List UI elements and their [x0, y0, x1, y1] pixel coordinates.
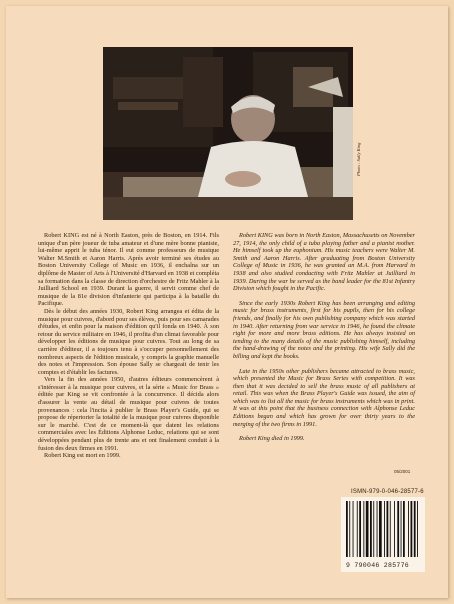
photo-image — [103, 47, 353, 220]
photo-credit: Photo : Sally King — [356, 142, 361, 176]
barcode-bar — [390, 501, 391, 557]
english-paragraph: Since the early 1930s Robert King has been arranging and editing music for brass instruments, first for his pupils, then for his college friends, and finally for his own publishing company which was started in 1940. After returning from war service in 1946, he found the climate right for more and more brass editions. He has always insisted on tending to the many details of the music publishing himself, including the hand-drawing of the notes and the printing. His wife Sally did the billing and kept the books. — [233, 299, 415, 360]
french-paragraph: Dès le début des années 1930, Robert King arrangea et édita de la musique pour cuivres, d'abord pour ses élèves, puis pour ses camarades d'études, et enfin pour la maison d'édition qu'il fonda en 1940. À son retour du service militaire en 1946, il profita d'un climat favorable pour développer les éditions de musique pour cuivres. Tout au long de sa carrière d'éditeur, il a toujours tenu à s'occuper personnellement des nombreux aspects de l'édition musicale, y compris la graphie manuelle des notes et l'impression. Son épouse Sally se chargeait de tenir les comptes et d'établir les factures. — [38, 307, 219, 376]
french-paragraph: Robert KING est né à North Easton, près de Boston, en 1914. Fils unique d'un père joueur de tuba amateur et d'une mère bonne pianiste, lui-même apprit le tuba ténor. Il eut comme professeurs de musique Walter M.Smith et Aaron Harris. Après avoir terminé ses études au Boston University College of Music en 1936, il enchaîna sur un diplôme de Master of Arts à l'Université d'Harvard en 1938 et compléta sa formation dans la classe de direction d'orchestre de Fritz Mahler à la Juilliard School en 1939. Durant la guerre, il servit comme chef de musique de la 81e division d'infanterie qui participa à la bataille du Pacifique. — [38, 232, 219, 308]
barcode-bar — [349, 501, 350, 557]
barcode — [341, 497, 425, 572]
ismn-number: ISMN-979-0-046-28577-6 — [351, 489, 424, 495]
barcode-bar — [379, 501, 382, 557]
barcode-bars — [341, 497, 425, 559]
barcode-bar — [411, 501, 413, 557]
english-column — [233, 232, 415, 443]
barcode-bar — [403, 501, 405, 557]
print-code: 05/2001 — [394, 469, 411, 474]
barcode-bar — [363, 501, 364, 557]
barcode-bar — [401, 501, 402, 557]
barcode-bar — [408, 501, 409, 557]
barcode-bar — [373, 501, 374, 557]
english-paragraph: Robert KING was born in North Easton, Massachusetts on November 27, 1914, the only child of a tuba playing father and a pianist mother. He himself took up the euphonium. His music teachers were Walter M. Smith and Aaron Harris. After graduating from Boston University College of Music in 1936, he was granted an M.A. from Harvard in 1938 and also studied conducting with Fritz Mahler at Juilliard in 1939. During the war he served as the band leader for the 81st Infantry Division which fought in the Pacific. — [233, 232, 415, 293]
barcode-bar — [357, 501, 358, 557]
barcode-bar — [377, 501, 378, 557]
barcode-bar — [387, 501, 389, 557]
barcode-bar — [417, 501, 418, 557]
french-column — [38, 232, 219, 460]
barcode-bar — [370, 501, 372, 557]
barcode-bar — [346, 501, 348, 557]
barcode-bar — [359, 501, 361, 557]
barcode-bar — [353, 501, 354, 557]
english-paragraph: Robert King died in 1999. — [239, 435, 305, 443]
barcode-bar — [384, 501, 385, 557]
barcode-bar — [366, 501, 369, 557]
french-paragraph: Robert King est mort en 1999. — [44, 452, 121, 460]
french-paragraph: Vers la fin des années 1950, d'autres éditeurs commencèrent à s'intéresser à la musique pour cuivres, et la série « Music for Brass » éditée par King se vit confrontée à la concurrence. Il décida alors d'assurer la vente au détail de musique pour cuivres de toutes provenances : cela l'incita à publier le Brass Player's Guide, qui se propose de répertorier la totalité de la musique pour cuivres disponible sur le marché. C'est de ce moment-là que datent les relations commerciales avec les Éditions Alphonse Leduc, relations qui se sont développées pendant plus de trente ans et ont finalement conduit à la fusion des deux firmes en 1991. — [38, 376, 219, 452]
barcode-digits: 9 790046 285776 — [346, 562, 410, 569]
english-paragraph: Late in the 1950s other publishers became attracted to brass music, which presented the Music for Brass Series with competition. It was then that it was decided to sell the brass music of all publishers at retail. This was when the Brass Player's Guide was issued, the aim of which was to list all the music for brass instruments which was in print. It was at this point that the business connection with Alphonse Leduc Editions began and which has grown for over thirty years to the merging of the two firms in 1991. — [233, 367, 415, 428]
barcode-bar — [397, 501, 399, 557]
barcode-bar — [414, 501, 416, 557]
barcode-bar — [394, 501, 395, 557]
portrait-photo — [103, 47, 353, 220]
